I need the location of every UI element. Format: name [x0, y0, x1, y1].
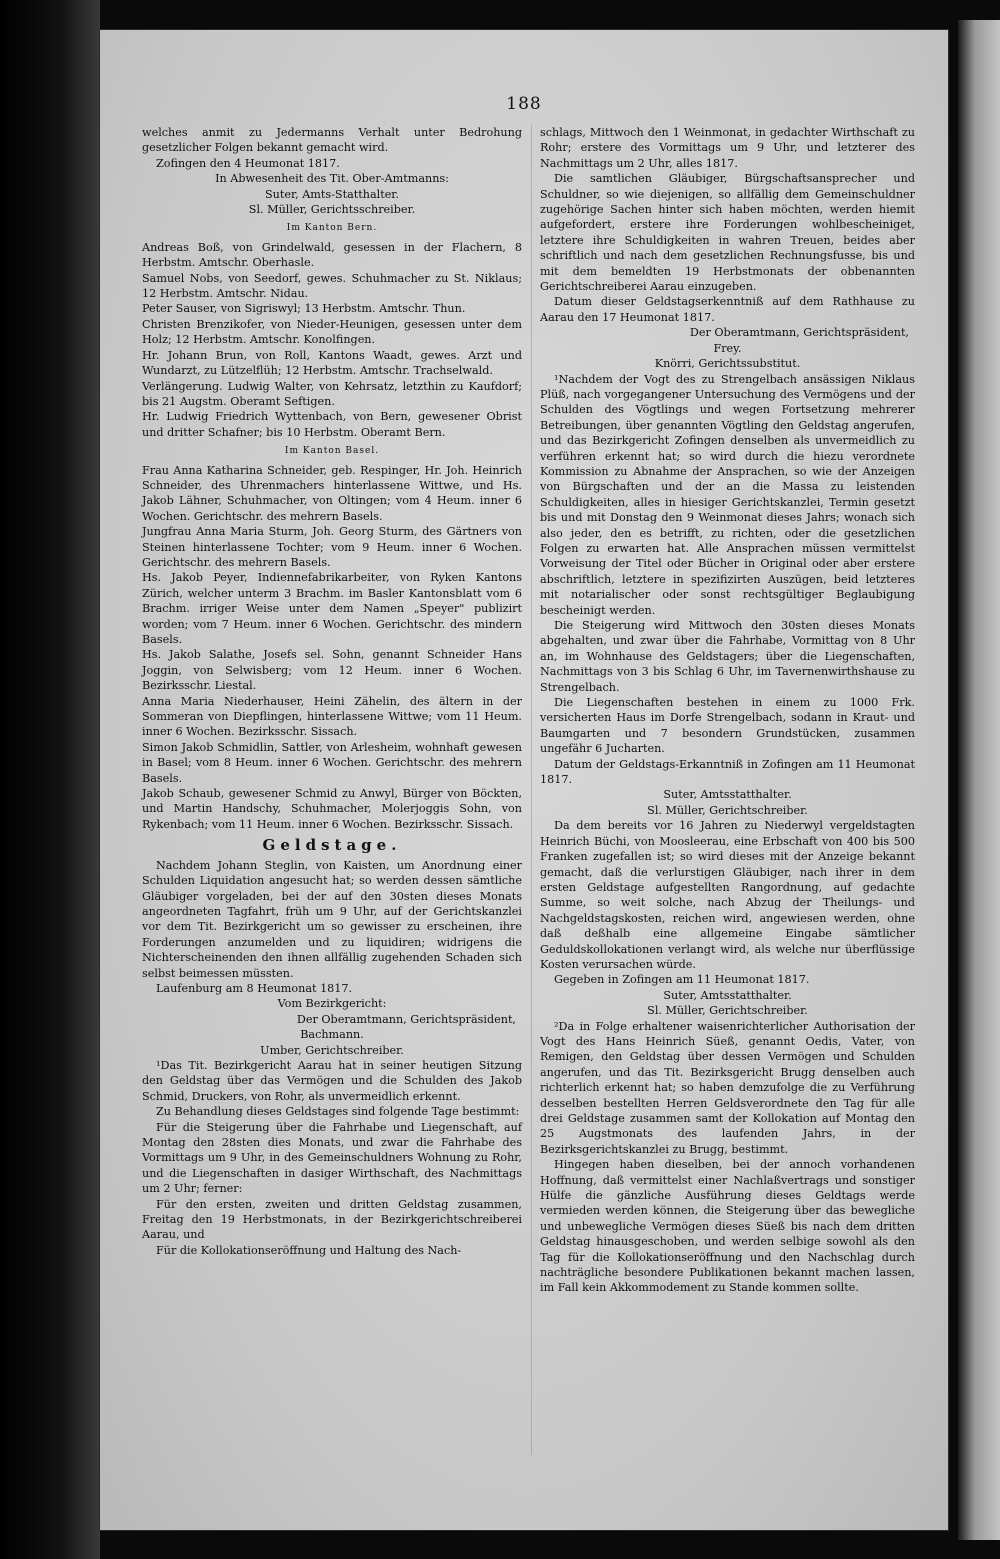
- left-column-paragraph: Für die Steigerung über die Fahrhabe und Liegenschaft, auf Montag den 28sten dies Monats, und zwar die Fahrhabe des Vormittags um 9 Uhr, in des Gemeinschuldners Wohnung zu Rohr, und die Liegenschaften in dasiger Wirthschaft, des Nachmittags um 2 Uhr; ferner:: [142, 1120, 522, 1196]
- right-column-paragraph: Sl. Müller, Gerichtschreiber.: [647, 1004, 808, 1018]
- right-column-paragraph: Die samtlichen Gläubiger, Bürgschaftsansprecher und Schuldner, so wie diejenigen, so allfällig dem Gemeinschuldner zugehörige Sachen hinter sich haben möchten, werden hiemit aufgefordert, erstere ihre Forderungen wohlbescheiniget, letztere ihre Schuldigkeiten in wahren Treuen, beides aber schriftlich und nach dem gesetzlichen Rechnungsfusse, bis und mit dem bemeldten 19 Herbstmonats der obbenannten Gerichtschreiberei Aarau einzugeben.: [540, 172, 915, 294]
- left-column-paragraph: Umber, Gerichtschreiber.: [260, 1043, 404, 1057]
- right-column-paragraph: Die Liegenschaften bestehen in einem zu 1000 Frk. versicherten Haus im Dorfe Strengelbach, sodann in Kraut- und Baumgarten und 7 besondern Grundstücken, zusammen ungefähr 6 Jucharten.: [540, 696, 915, 756]
- left-column-paragraph: welches anmit zu Jedermanns Verhalt unter Bedrohung gesetzlicher Folgen bekannt gemacht wird.: [142, 126, 522, 155]
- right-column-paragraph: Der Oberamtmann, Gerichtspräsident,: [689, 326, 909, 340]
- column-divider: [531, 125, 532, 1455]
- right-column: [540, 125, 915, 1296]
- right-column-paragraph: schlags, Mittwoch den 1 Weinmonat, in gedachter Wirthschaft zu Rohr; erstere des Vormittags um 9 Uhr, und letzterer des Nachmittags um 2 Uhr, alles 1817.: [540, 126, 915, 170]
- left-column-paragraph: Geldstage.: [262, 836, 402, 855]
- left-column-paragraph: Für die Kollokationseröffnung und Haltung des Nach-: [156, 1243, 462, 1257]
- left-column-paragraph: Frau Anna Katharina Schneider, geb. Respinger, Hr. Joh. Heinrich Schneider, des Uhrenmachers hinterlassene Wittwe, und Hs. Jakob Lähner, Schuhmacher, von Oltingen; vom 4 Heum. inner 6 Wochen. Gerichtschr. des mehrern Basels.: [142, 463, 522, 523]
- page-number: 188: [506, 94, 542, 114]
- left-column-paragraph: Zofingen den 4 Heumonat 1817.: [156, 156, 340, 170]
- right-column-paragraph: Hingegen haben dieselben, bei der annoch vorhandenen Hoffnung, daß vermittelst einer Nachlaßvertrags und sonstiger Hülfe die gänzliche Ausführung dieses Geldtags werde vermieden werden können, die Steigerung über das bewegliche und unbewegliche Vermögen dieses Süeß bis nach dem dritten Geldstag hinausgeschoben, und werden selbige sowohl als den Tag für die Kollokationseröffnung und den Nachschlag durch nachträgliche besondere Publikationen bekannt machen lassen, im Fall kein Akkommodement zu Stande kommen sollte.: [540, 1158, 915, 1295]
- left-column-paragraph: Bachmann.: [300, 1028, 364, 1042]
- left-column-paragraph: Laufenburg am 8 Heumonat 1817.: [156, 981, 353, 995]
- left-column-paragraph: Andreas Boß, von Grindelwald, gesessen in der Flachern, 8 Herbstm. Amtschr. Oberhasle.: [142, 240, 522, 270]
- left-column-paragraph: Hs. Jakob Salathe, Josefs sel. Sohn, genannt Schneider Hans Joggin, von Selwisberg; vom 12 Heum. inner 6 Wochen. Bezirksschr. Liestal.: [142, 648, 522, 693]
- left-column-paragraph: Vom Bezirkgericht:: [277, 997, 387, 1011]
- left-column: [142, 125, 522, 1258]
- left-column-paragraph: Hr. Johann Brun, von Roll, Kantons Waadt, gewes. Arzt und Wundarzt, zu Lützelflüh; 12 Herbstm. Amtschr. Trachselwald.: [142, 348, 522, 378]
- left-column-paragraph: Für den ersten, zweiten und dritten Geldstag zusammen, Freitag den 19 Herbstmonats, in der Bezirkgerichtschreiberei Aarau, und: [142, 1197, 522, 1242]
- left-column-paragraph: Im Kanton Basel.: [284, 446, 380, 457]
- left-column-paragraph: Simon Jakob Schmidlin, Sattler, von Arlesheim, wohnhaft gewesen in Basel; vom 8 Heum. inner 6 Wochen. Gerichtschr. des mehrern Basels.: [142, 740, 522, 785]
- right-column-paragraph: Gegeben in Zofingen am 11 Heumonat 1817.: [554, 973, 810, 987]
- left-column-paragraph: Suter, Amts-Statthalter.: [265, 187, 399, 201]
- left-column-paragraph: Jungfrau Anna Maria Sturm, Joh. Georg Sturm, des Gärtners von Steinen hinterlassene Tochter; vom 9 Heum. inner 6 Wochen. Gerichtschr. des mehrern Basels.: [142, 525, 522, 569]
- left-column-paragraph: Im Kanton Bern.: [286, 223, 378, 234]
- right-column-paragraph: Suter, Amtsstatthalter.: [663, 788, 792, 802]
- right-column-paragraph: ¹Nachdem der Vogt des zu Strengelbach ansässigen Niklaus Plüß, nach vorgegangener Untersuchung des Vermögens und der Schulden des Vögtlings und wegen Fortsetzung mehrerer Betreibungen, über genannten Vögtling den Geldstag angerufen, und das Bezirkgericht Zofingen denselben als unvermeidlich zu verführen erkennt hat; so wird durch die hiezu verordnete Kommission zu Abnahme der Ansprachen, so wie der Anzeigen von Bürgschaften und der an die Massa zu leistenden Schuldigkeiten, alles in hiesiger Gerichtskanzlei, Termin gesetzt bis und mit Donstag den 9 Weinmonat dieses Jahrs; wonach sich also jeder, den es betrifft, zu richten, oder die gesetzlichen Folgen zu erwarten hat. Alle Ansprachen müssen vermittelst Vorweisung der Titel oder Bücher in Original oder aber erstere abschriftlich, letztere in spezifizirten Auszügen, beid letzteres mit notarialischer oder sonst rechtsgültiger Beglaubigung bescheinigt werden.: [540, 372, 915, 617]
- right-column-paragraph: Sl. Müller, Gerichtschreiber.: [647, 803, 808, 817]
- left-column-paragraph: Nachdem Johann Steglin, von Kaisten, um Anordnung einer Schulden Liquidation angesucht hat; so werden dessen sämtliche Gläubiger vorgeladen, bei der auf den 30sten dieses Monats angeordneten Tagfahrt, früh um 9 Uhr, auf der Gerichtskanzlei vor dem Tit. Bezirkgericht um so gewisser zu erscheinen, ihre Forderungen anzumelden und zu liquidiren; widrigens die Nichterscheinenden den ihnen allfällig zugehenden Schaden sich selbst beimessen müssten.: [142, 858, 522, 980]
- document-page: [100, 30, 948, 1530]
- left-column-paragraph: Jakob Schaub, gewesener Schmid zu Anwyl, Bürger von Böckten, und Martin Handschy, Schuhmacher, Molerjoggis Sohn, von Rykenbach; vom 11 Heum. inner 6 Wochen. Bezirksschr. Sissach.: [142, 787, 522, 831]
- right-column-paragraph: Suter, Amtsstatthalter.: [663, 988, 792, 1002]
- left-column-paragraph: ¹Das Tit. Bezirkgericht Aarau hat in seiner heutigen Sitzung den Geldstag über das Vermögen und die Schulden des Jakob Schmid, Druckers, von Rohr, als unvermeidlich erkennt.: [142, 1058, 522, 1103]
- left-column-paragraph: Christen Brenzikofer, von Nieder-Heunigen, gesessen unter dem Holz; 12 Herbstm. Amtschr. Konolfingen.: [142, 317, 522, 347]
- right-column-paragraph: ²Da in Folge erhaltener waisenrichterlicher Authorisation der Vogt des Hans Heinrich Süeß, genannt Oedis, Vater, von Remigen, den Geldstag über dessen Vermögen und Schulden angerufen, und das Tit. Bezirksgericht Brugg denselben auch richterlich erkennt hat; so haben demzufolge die zu Verführung desselben bestellten Herren Geldsverordnete den Tag für alle drei Geldstage zusammen samt der Kollokation auf Montag den 25 Augstmonats des laufenden Jahrs, in der Bezirksgerichtskanzlei zu Brugg, bestimmt.: [540, 1019, 915, 1156]
- right-column-paragraph: Datum dieser Geldstagserkenntniß auf dem Rathhause zu Aarau den 17 Heumonat 1817.: [540, 295, 915, 324]
- scan-background-left: [0, 0, 100, 1559]
- right-column-paragraph: Datum der Geldstags-Erkanntniß in Zofingen am 11 Heumonat 1817.: [540, 757, 915, 787]
- left-column-paragraph: Verlängerung. Ludwig Walter, von Kehrsatz, letzthin zu Kaufdorf; bis 21 Augstm. Oberamt Seftigen.: [142, 379, 522, 408]
- left-column-paragraph: Zu Behandlung dieses Geldstages sind folgende Tage bestimmt:: [156, 1105, 520, 1119]
- left-column-paragraph: Hs. Jakob Peyer, Indiennefabrikarbeiter, von Ryken Kantons Zürich, welcher unterm 3 Brachm. im Basler Kantonsblatt vom 6 Brachm. irriger Weise unter dem Namen „Speyer" publizirt worden; vom 7 Heum. inner 6 Wochen. Gerichtschr. des mindern Basels.: [142, 571, 522, 646]
- left-column-paragraph: Der Oberamtmann, Gerichtspräsident,: [296, 1012, 516, 1026]
- left-column-paragraph: Samuel Nobs, von Seedorf, gewes. Schuhmacher zu St. Niklaus; 12 Herbstm. Amtschr. Nidau.: [142, 271, 522, 301]
- left-column-paragraph: Hr. Ludwig Friedrich Wyttenbach, von Bern, gewesener Obrist und dritter Schafner; bis 10 Herbstm. Oberamt Bern.: [142, 410, 522, 439]
- right-column-paragraph: Die Steigerung wird Mittwoch den 30sten dieses Monats abgehalten, und zwar über die Fahrhabe, Vormittag von 8 Uhr an, im Wohnhause des Geldstagers; über die Liegenschaften, Nachmittags von 3 bis Schlag 6 Uhr, im Tavernenwirthshause zu Strengelbach.: [540, 619, 915, 694]
- left-column-paragraph: Peter Sauser, von Sigriswyl; 13 Herbstm. Amtschr. Thun.: [142, 302, 466, 316]
- left-column-paragraph: Anna Maria Niederhauser, Heini Zähelin, des ältern in der Sommeran von Diepflingen, hinterlassene Wittwe; vom 11 Heum. inner 6 Wochen. Bezirksschr. Sissach.: [142, 694, 522, 739]
- adjacent-page-edge: [958, 20, 1000, 1540]
- right-column-paragraph: Da dem bereits vor 16 Jahren zu Niederwyl vergeldstagten Heinrich Büchi, von Moosleerau, eine Erbschaft von 400 bis 500 Franken zugefallen ist; so wird dieses mit der Anzeige bekannt gemacht, daß die verlurstigen Gläubiger, nach ihrer in dem ersten Geldstage aufgestellten Rangordnung, auf gedachte Summe, so weit solche, nach Abzug der Theilungs- und Nachgeldstagskosten, reichen wird, angewiesen werden, ohne daß deßhalb eine allgemeine Eingabe sämtlicher Geduldskollokationen verlangt wird, als welche nur überflüssige Kosten verursachen würde.: [540, 819, 915, 971]
- left-column-paragraph: In Abwesenheit des Tit. Ober-Amtmanns:: [215, 172, 449, 186]
- right-column-paragraph: Frey.: [713, 341, 742, 355]
- left-column-paragraph: Sl. Müller, Gerichtsschreiber.: [248, 203, 416, 217]
- right-column-paragraph: Knörri, Gerichtssubstitut.: [654, 357, 801, 371]
